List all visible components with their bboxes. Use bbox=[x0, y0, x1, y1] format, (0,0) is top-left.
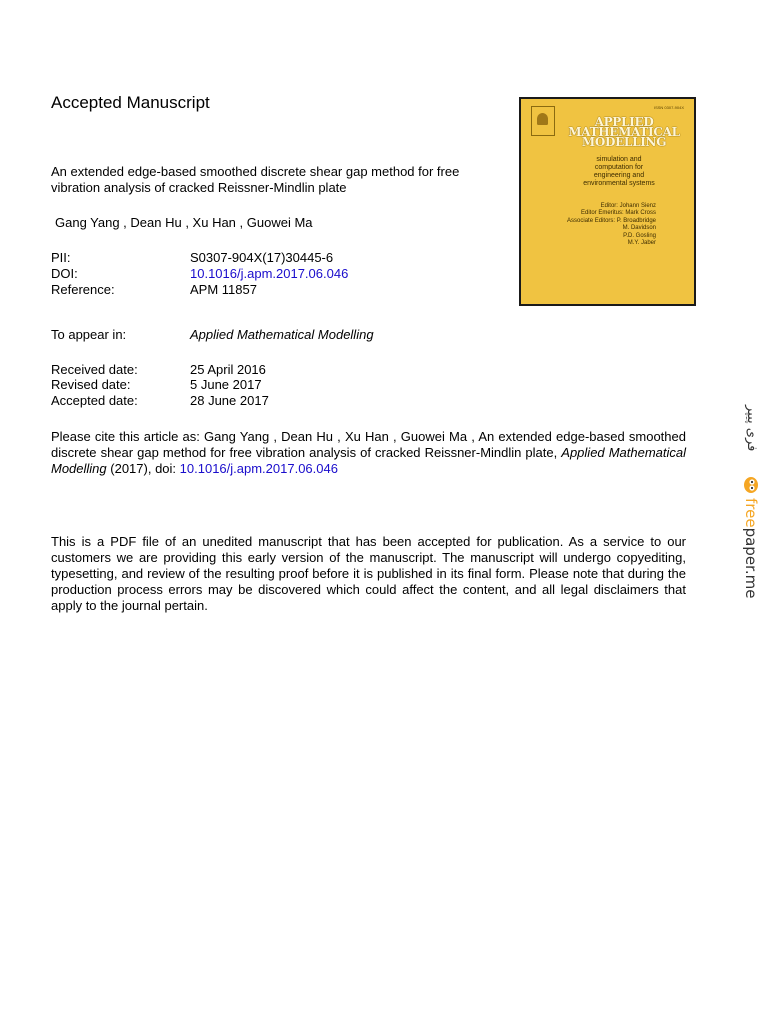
cover-subtitle-line: environmental systems bbox=[583, 180, 655, 187]
disclaimer-paragraph: This is a PDF file of an unedited manuscript that has been accepted for publication. As a service to our customers we are providing this early version of the manuscript. The manuscript will undergo copyediting, typesetting, and review of the resulting proof before it is published in its final form. Please note that during the production process errors may be discovered which could affect the content, and all legal disclaimers that apply to the journal pertain. bbox=[51, 534, 686, 613]
freepaper-watermark bbox=[741, 403, 761, 615]
journal-cover bbox=[519, 97, 696, 306]
reference-label: Reference: bbox=[51, 282, 115, 297]
revised-label: Revised date: bbox=[51, 377, 131, 392]
author-list: Gang Yang , Dean Hu , Xu Han , Guowei Ma bbox=[55, 215, 313, 230]
elsevier-logo-icon bbox=[531, 106, 555, 136]
cover-subtitle-line: computation for bbox=[594, 164, 644, 171]
cover-title-line: MODELLING bbox=[581, 135, 667, 149]
reference-value: APM 11857 bbox=[190, 282, 257, 297]
cover-title-line: APPLIED bbox=[594, 115, 654, 129]
cover-journal-title bbox=[561, 117, 687, 147]
cover-associate-editor: M.Y. Jaber bbox=[627, 240, 656, 247]
cover-editors bbox=[567, 203, 656, 247]
received-value: 25 April 2016 bbox=[190, 362, 266, 377]
pii-value: S0307-904X(17)30445-6 bbox=[190, 250, 334, 265]
appear-in-label: To appear in: bbox=[51, 327, 127, 342]
cover-subtitle-line: engineering and bbox=[593, 172, 645, 179]
cover-associate-editors: Associate Editors: P. Broadbridge bbox=[567, 217, 656, 224]
citation-paragraph bbox=[51, 429, 686, 477]
citation-middle: (2017), doi: bbox=[106, 461, 180, 476]
doi-label: DOI: bbox=[51, 266, 78, 281]
cover-editor-emeritus: Editor Emeritus: Mark Cross bbox=[580, 210, 656, 217]
cover-associate-editor: P.D. Gosling bbox=[623, 232, 656, 239]
watermark-arabic-text: فری پیپر bbox=[744, 405, 759, 452]
cover-title-line: MATHEMATICAL bbox=[568, 125, 680, 139]
manuscript-heading: Accepted Manuscript bbox=[51, 93, 210, 112]
cover-issn: ISSN 0307-904X bbox=[653, 105, 684, 110]
accepted-value: 28 June 2017 bbox=[190, 393, 269, 408]
journal-name: Applied Mathematical Modelling bbox=[190, 327, 374, 342]
citation-journal: Applied Mathematical Modelling bbox=[51, 445, 687, 476]
cover-subtitle-line: simulation and bbox=[596, 156, 642, 163]
citation-text: Please cite this article as: Gang Yang , Dean Hu , Xu Han , Guowei Ma , An extended edge-based smoothed discrete shear gap method for free vibration analysis of cracked Reissner-Mindlin plate, bbox=[51, 429, 686, 460]
article-title: An extended edge-based smoothed discrete shear gap method for free vibration analysis of cracked Reissner-Mindlin plate bbox=[51, 164, 460, 195]
accepted-label: Accepted date: bbox=[51, 393, 138, 408]
doi-link[interactable]: 10.1016/j.apm.2017.06.046 bbox=[190, 266, 349, 281]
revised-value: 5 June 2017 bbox=[190, 377, 262, 392]
cover-subtitle bbox=[561, 156, 677, 188]
pii-label: PII: bbox=[51, 250, 71, 265]
watermark-brand-text: freepaper.me bbox=[742, 498, 760, 599]
cover-editor: Editor: Johann Sienz bbox=[600, 203, 656, 209]
received-label: Received date: bbox=[51, 362, 138, 377]
owl-logo-icon bbox=[744, 477, 758, 493]
cover-associate-editor: M. Davidson bbox=[622, 225, 656, 232]
citation-doi-link[interactable]: 10.1016/j.apm.2017.06.046 bbox=[179, 461, 338, 476]
